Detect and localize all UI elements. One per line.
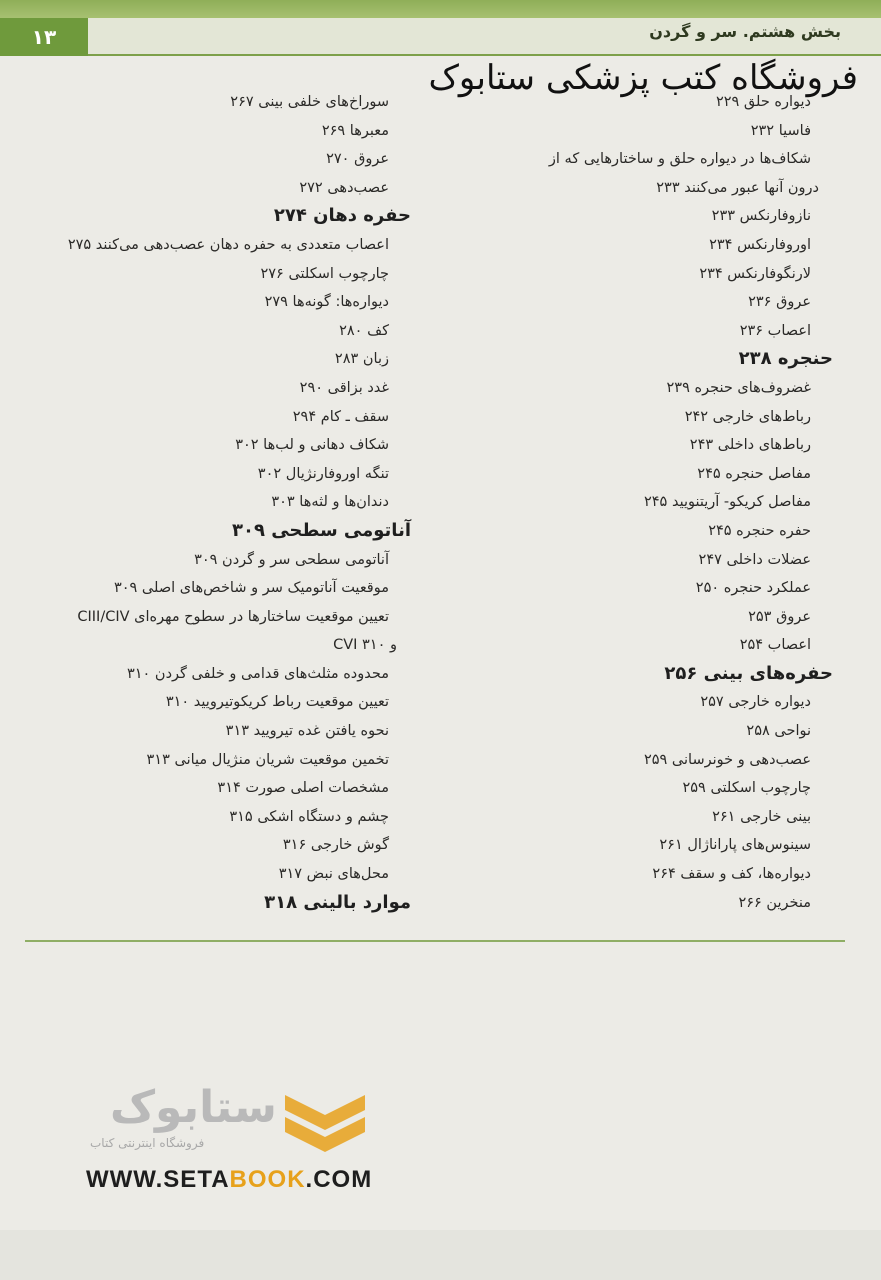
url-suffix: .COM (305, 1166, 373, 1193)
watermark-url (86, 1166, 372, 1194)
toc-entry: اعصاب متعددی به حفره دهان عصب‌دهی می‌کنند ۲۷۵ (67, 236, 389, 253)
toc-entry: چارچوب اسکلتی ۲۷۶ (260, 265, 389, 282)
toc-entry: شکاف‌ها در دیواره حلق و ساختارهایی که از (548, 151, 811, 168)
url-accent: BOOK (229, 1166, 306, 1193)
toc-entry: چارچوب اسکلتی ۲۵۹ (682, 780, 811, 797)
toc-entry: دیواره حلق ۲۲۹ (715, 94, 811, 110)
watermark-brand: ستابوک (110, 1082, 277, 1133)
bottom-band (0, 1230, 881, 1280)
toc-entry: گوش خارجی ۳۱۶ (282, 837, 389, 854)
toc-entry: مفاصل کریکو- آریتنویید ۲۴۵ (643, 494, 811, 511)
toc-entry: بینی خارجی ۲۶۱ (712, 808, 811, 825)
toc-section-heading: حنجره ۲۳۸ (738, 348, 833, 370)
toc-entry: دیواره خارجی ۲۵۷ (700, 694, 811, 711)
toc-entry: تخمین موقعیت شریان منژیال میانی ۳۱۳ (146, 751, 389, 768)
toc-entry: عروق ۲۳۶ (748, 294, 811, 311)
toc-entry: نواحی ۲۵۸ (746, 723, 811, 740)
watermark-tagline: فروشگاه اینترنتی کتاب (90, 1136, 205, 1150)
toc-entry: غدد بزاقی ۲۹۰ (299, 379, 389, 396)
toc-section-heading: موارد بالینی ۳۱۸ (264, 891, 411, 913)
chapter-title: بخش هشتم. سر و گردن (649, 22, 841, 41)
toc-entry: معبرها ۲۶۹ (321, 122, 389, 139)
toc-entry: درون آنها عبور می‌کنند ۲۳۳ (656, 179, 819, 196)
toc-entry: مشخصات اصلی صورت ۳۱۴ (217, 780, 389, 797)
header-top-stripe (0, 0, 881, 18)
toc-entry: حفره حنجره ۲۴۵ (708, 522, 811, 539)
toc-entry: دیواره‌ها، کف و سقف ۲۶۴ (652, 866, 811, 883)
footer-rule (25, 940, 845, 942)
toc-entry: شکاف دهانی و لب‌ها ۳۰۲ (235, 437, 389, 454)
toc-entry: عصب‌دهی ۲۷۲ (299, 179, 389, 196)
toc-section-heading: حفره‌های بینی ۲۵۶ (664, 662, 833, 684)
toc-entry: تعیین موقعیت ساختارها در سطوح مهره‌ای CIII/CIV (77, 608, 389, 625)
toc-entry: سوراخ‌های خلفی بینی ۲۶۷ (230, 94, 389, 110)
toc-entry: آناتومی سطحی سر و گردن ۳۰۹ (194, 551, 389, 568)
toc-entry: اوروفارنکس ۲۳۴ (709, 236, 811, 253)
toc-entry: تنگه اوروفارنژیال ۳۰۲ (257, 465, 389, 482)
toc-entry: غضروف‌های حنجره ۲۳۹ (666, 379, 811, 396)
store-title: فروشگاه کتب پزشکی ستابوک (428, 58, 858, 98)
toc-entry: موقعیت آناتومیک سر و شاخص‌های اصلی ۳۰۹ (113, 580, 389, 597)
toc-entry: نحوه یافتن غده تیرویید ۳۱۳ (225, 723, 389, 740)
toc-section-heading: آناتومی سطحی ۳۰۹ (231, 519, 411, 541)
toc-entry: عصب‌دهی و خونرسانی ۲۵۹ (643, 751, 811, 768)
toc-entry: عملکرد حنجره ۲۵۰ (695, 580, 811, 597)
toc-entry: رباط‌های داخلی ۲۴۳ (689, 437, 811, 454)
toc-entry: نازوفارنکس ۲۳۳ (711, 208, 811, 225)
toc-entry: محل‌های نبض ۳۱۷ (278, 866, 389, 883)
toc-entry: منخرین ۲۶۶ (738, 894, 811, 911)
toc-section-heading: حفره دهان ۲۷۴ (273, 205, 411, 227)
header-rule (88, 54, 881, 56)
toc-right-column (433, 88, 833, 917)
url-prefix: WWW.SETA (86, 1166, 230, 1193)
toc-entry: عروق ۲۷۰ (326, 151, 389, 168)
toc-entry: کف ۲۸۰ (339, 322, 389, 339)
toc-entry: محدوده مثلث‌های قدامی و خلفی گردن ۳۱۰ (126, 665, 389, 682)
watermark-logo-icon (280, 1085, 370, 1155)
toc-entry: عروق ۲۵۳ (748, 608, 811, 625)
toc-entry: سقف ـ کام ۲۹۴ (292, 408, 389, 425)
toc-entry: چشم و دستگاه اشکی ۳۱۵ (229, 808, 389, 825)
toc-entry: اعصاب ۲۳۶ (739, 322, 811, 339)
toc-entry: فاسیا ۲۳۲ (750, 122, 811, 139)
toc-entry: عضلات داخلی ۲۴۷ (698, 551, 811, 568)
toc-entry: دندان‌ها و لثه‌ها ۳۰۳ (271, 494, 389, 511)
toc-entry: و CVI ۳۱۰ (333, 637, 397, 654)
toc-left-column (0, 88, 411, 917)
toc-entry: زبان ۲۸۳ (334, 351, 389, 368)
toc-entry: اعصاب ۲۵۴ (739, 637, 811, 654)
toc-entry: مفاصل حنجره ۲۴۵ (697, 465, 811, 482)
toc-entry: تعیین موقعیت رباط کریکوتیرویید ۳۱۰ (165, 694, 389, 711)
toc-entry: رباط‌های خارجی ۲۴۲ (684, 408, 811, 425)
toc-entry: دیواره‌ها: گونه‌ها ۲۷۹ (264, 294, 389, 311)
page-number: ۱۳ (0, 18, 88, 56)
toc-entry: سینوس‌های پاراناژال ۲۶۱ (659, 837, 811, 854)
toc-entry: لارنگوفارنکس ۲۳۴ (699, 265, 811, 282)
